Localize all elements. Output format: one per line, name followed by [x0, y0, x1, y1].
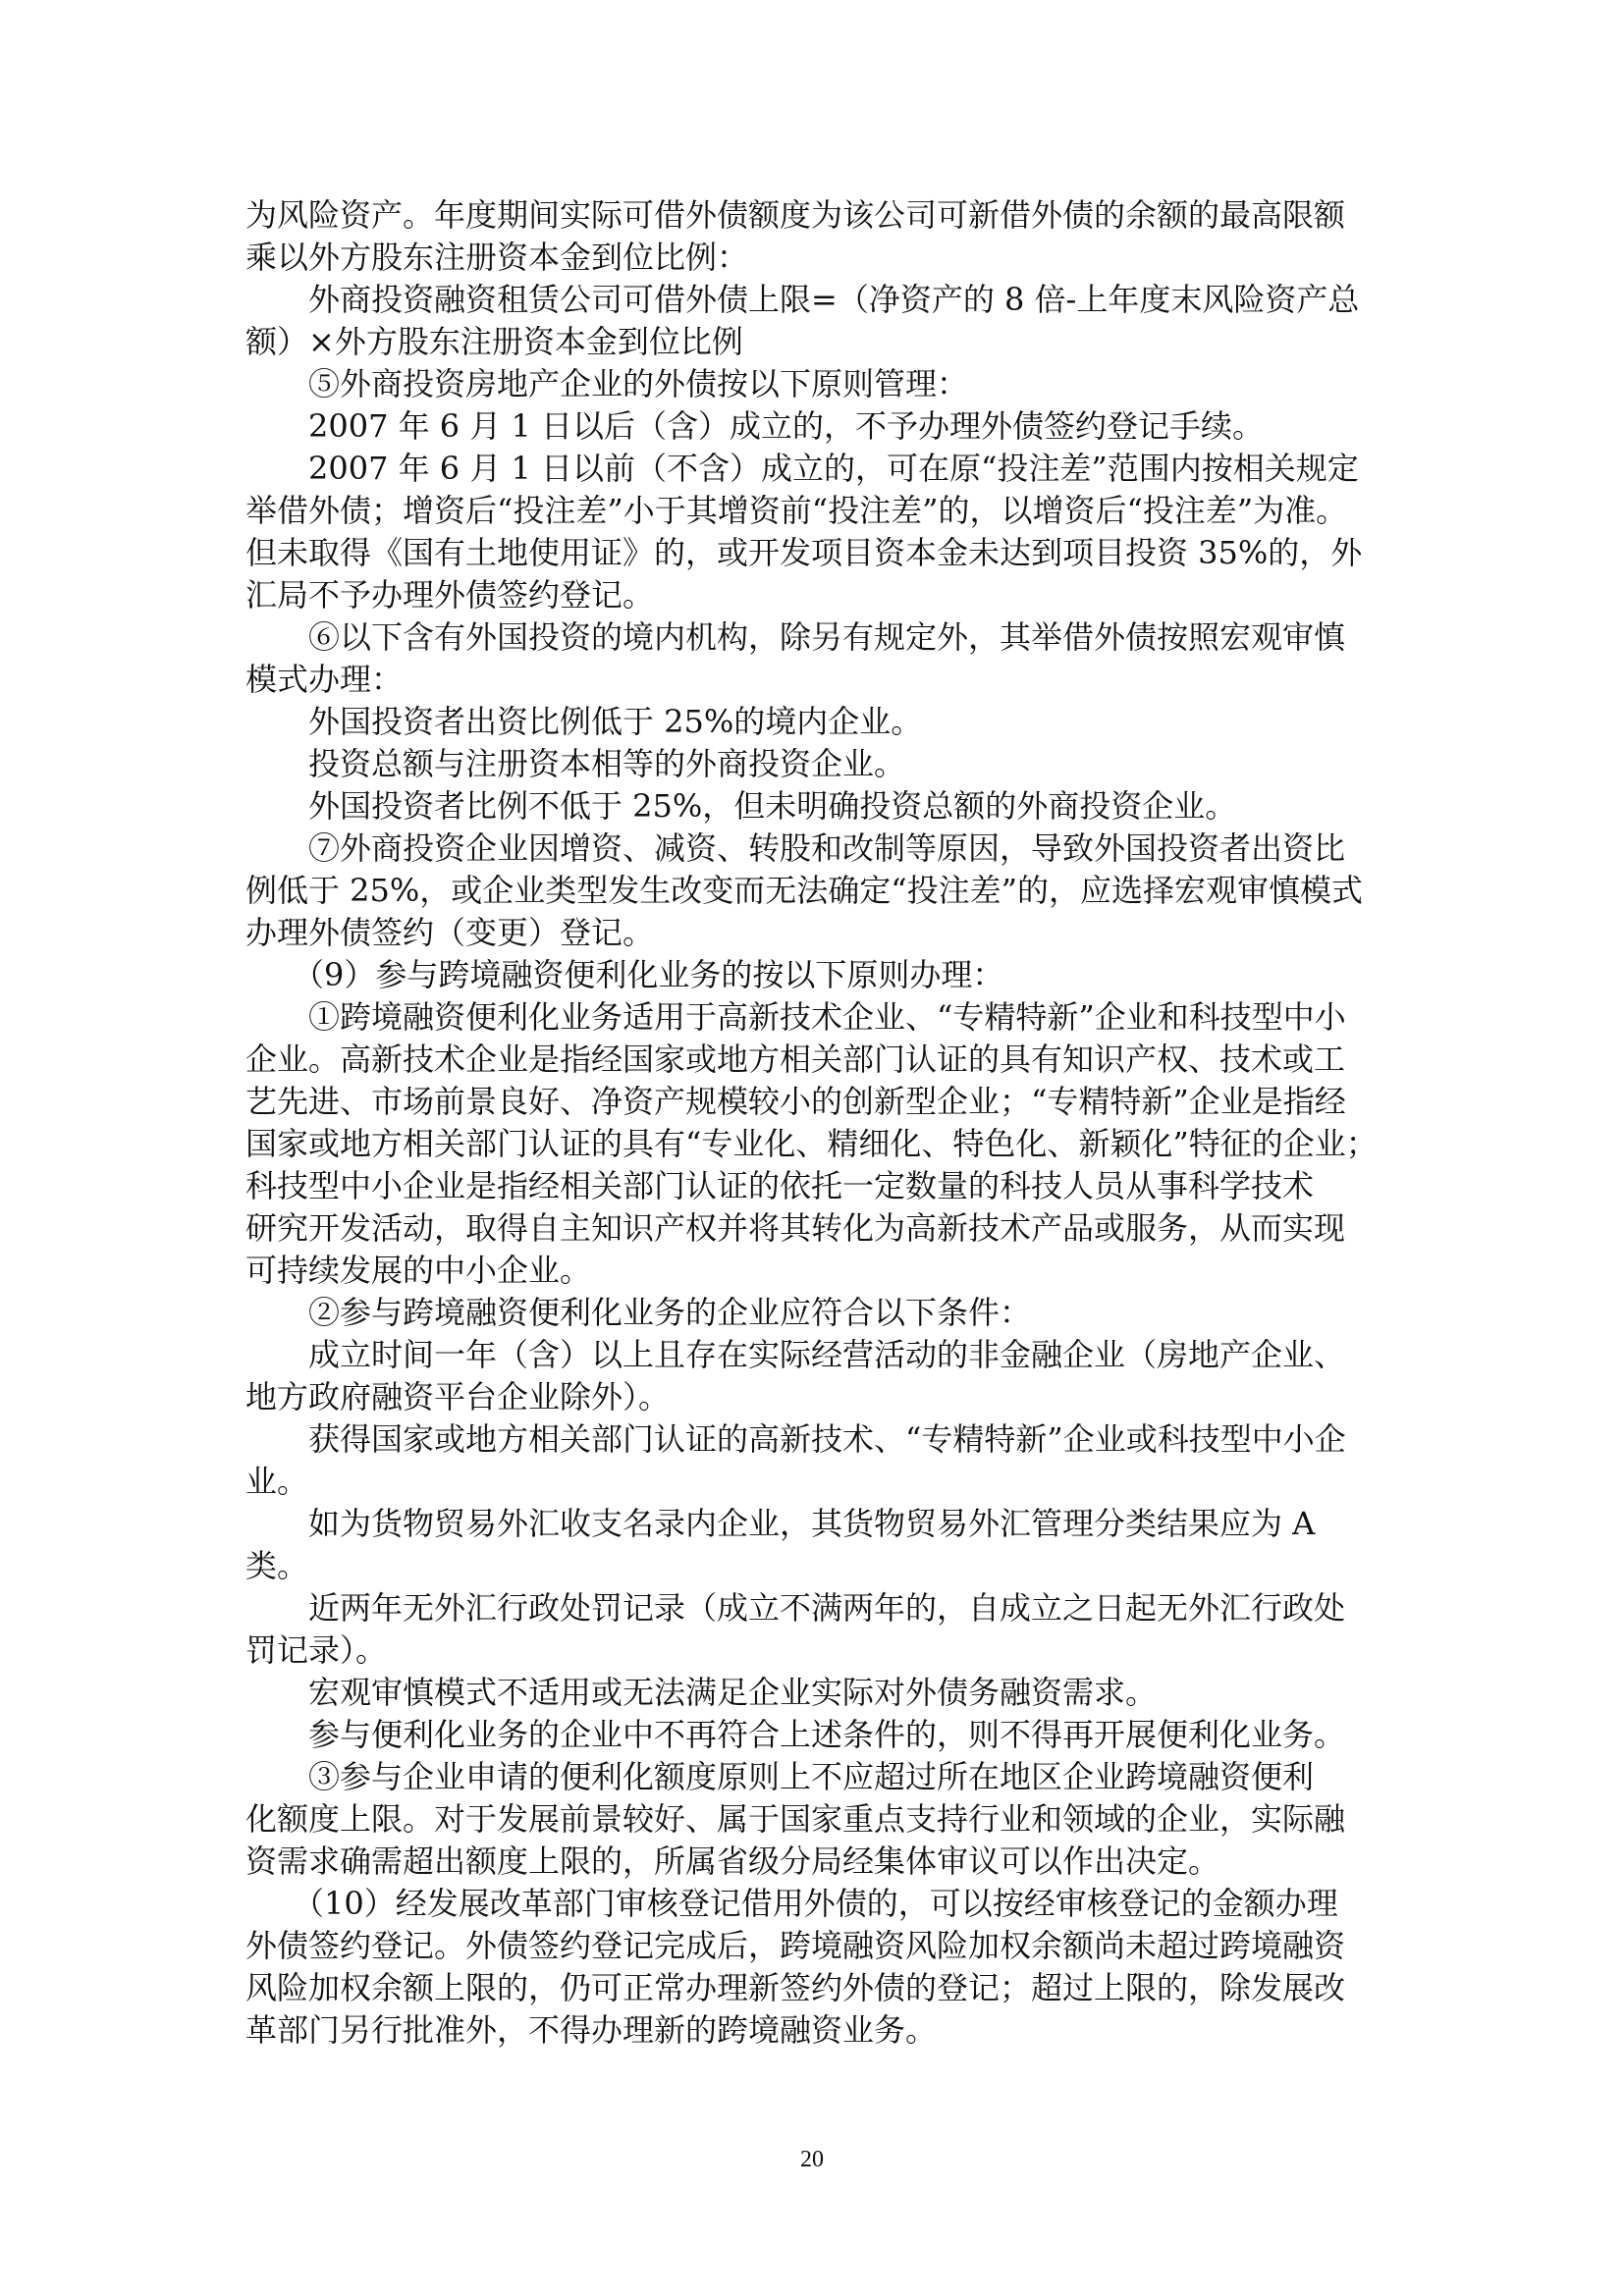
- page-number: 20: [800, 2147, 824, 2172]
- paragraph: 近两年无外汇行政处罚记录（成立不满两年的，自成立之日起无外汇行政处 罚记录）。: [245, 1589, 1346, 1669]
- paragraph: 2007 年 6 月 1 日以前（不含）成立的，可在原“投注差”范围内按相关规定 举借外债；增资后“投注差”小于其增资前“投注差”的，以增资后“投注差”为准。 但未取得《国有土地使用证》的，或开发项目资本金未达到项目投资 35%的，外 汇局不予办理外债签约登记。: [245, 450, 1363, 614]
- paragraph: 外商投资融资租赁公司可借外债上限=（净资产的 8 倍-上年度末风险资产总 额）×外方股东注册资本金到位比例: [245, 281, 1360, 360]
- paragraph: ⑥以下含有外国投资的境内机构，除另有规定外，其举借外债按照宏观审慎 模式办理：: [245, 618, 1346, 698]
- paragraph: ③参与企业申请的便利化额度原则上不应超过所在地区企业跨境融资便利 化额度上限。对于发展前景较好、属于国家重点支持行业和领域的企业，实际融 资需求确需超出额度上限的，所属省级分局经集体审议可以作出决定。: [245, 1758, 1346, 1880]
- paragraph: ⑤外商投资房地产企业的外债按以下原则管理：: [245, 365, 969, 402]
- paragraph: ②参与跨境融资便利化业务的企业应符合以下条件：: [245, 1294, 1032, 1331]
- paragraph: 参与便利化业务的企业中不再符合上述条件的，则不得再开展便利化业务。: [245, 1716, 1346, 1753]
- paragraph: ⑦外商投资企业因增资、减资、转股和改制等原因，导致外国投资者出资比 例低于 25%，或企业类型发生改变而无法确定“投注差”的，应选择宏观审慎模式 办理外债签约（变更）登记。: [245, 829, 1364, 951]
- paragraph: ①跨境融资便利化业务适用于高新技术企业、“专精特新”企业和科技型中小 企业。高新技术企业是指经国家或地方相关部门认证的具有知识产权、技术或工 艺先进、市场前景良好、净资产规模较小的创新型企业；“专精特新”企业是指经 国家或地方相关部门认证的具有“专业化、精细化、特色化、新颖化”特征的企业； 科技型中小企业是指经相关部门认证的依托一定数量的科技人员从事科学技术 研究开发活动，取得自主知识产权并将其转化为高新技术产品或服务，从而实现 可持续发展的中小企业。: [245, 998, 1378, 1289]
- paragraph: 为风险资产。年度期间实际可借外债额度为该公司可新借外债的余额的最高限额 乘以外方股东注册资本金到位比例：: [245, 196, 1346, 276]
- paragraph: 成立时间一年（含）以上且存在实际经营活动的非金融企业（房地产企业、 地方政府融资平台企业除外）。: [245, 1336, 1346, 1415]
- paragraph: 外国投资者出资比例低于 25%的境内企业。: [245, 703, 923, 740]
- paragraph: 获得国家或地方相关部门认证的高新技术、“专精特新”企业或科技型中小企 业。: [245, 1420, 1346, 1500]
- paragraph: 2007 年 6 月 1 日以后（含）成立的，不予办理外债签约登记手续。: [245, 407, 1265, 445]
- paragraph: 外国投资者比例不低于 25%，但未明确投资总额的外商投资企业。: [245, 787, 1237, 825]
- paragraph: （9）参与跨境融资便利化业务的按以下原则办理：: [245, 956, 1004, 993]
- paragraph: 如为货物贸易外汇收支名录内企业，其货物贸易外汇管理分类结果应为 A 类。: [245, 1505, 1316, 1584]
- paragraph: 投资总额与注册资本相等的外商投资企业。: [245, 745, 906, 782]
- paragraph: （10）经发展改革部门审核登记借用外债的，可以按经审核登记的金额办理 外债签约登记。外债签约登记完成后，跨境融资风险加权余额尚未超过跨境融资 风险加权余额上限的，仍可正常办理新签约外债的登记；超过上限的，除发展改 革部门另行批准外，不得办理新的跨境融资业务。: [245, 1885, 1346, 2049]
- paragraph: 宏观审慎模式不适用或无法满足企业实际对外债务融资需求。: [245, 1674, 1158, 1711]
- document-body: [245, 194, 1384, 2052]
